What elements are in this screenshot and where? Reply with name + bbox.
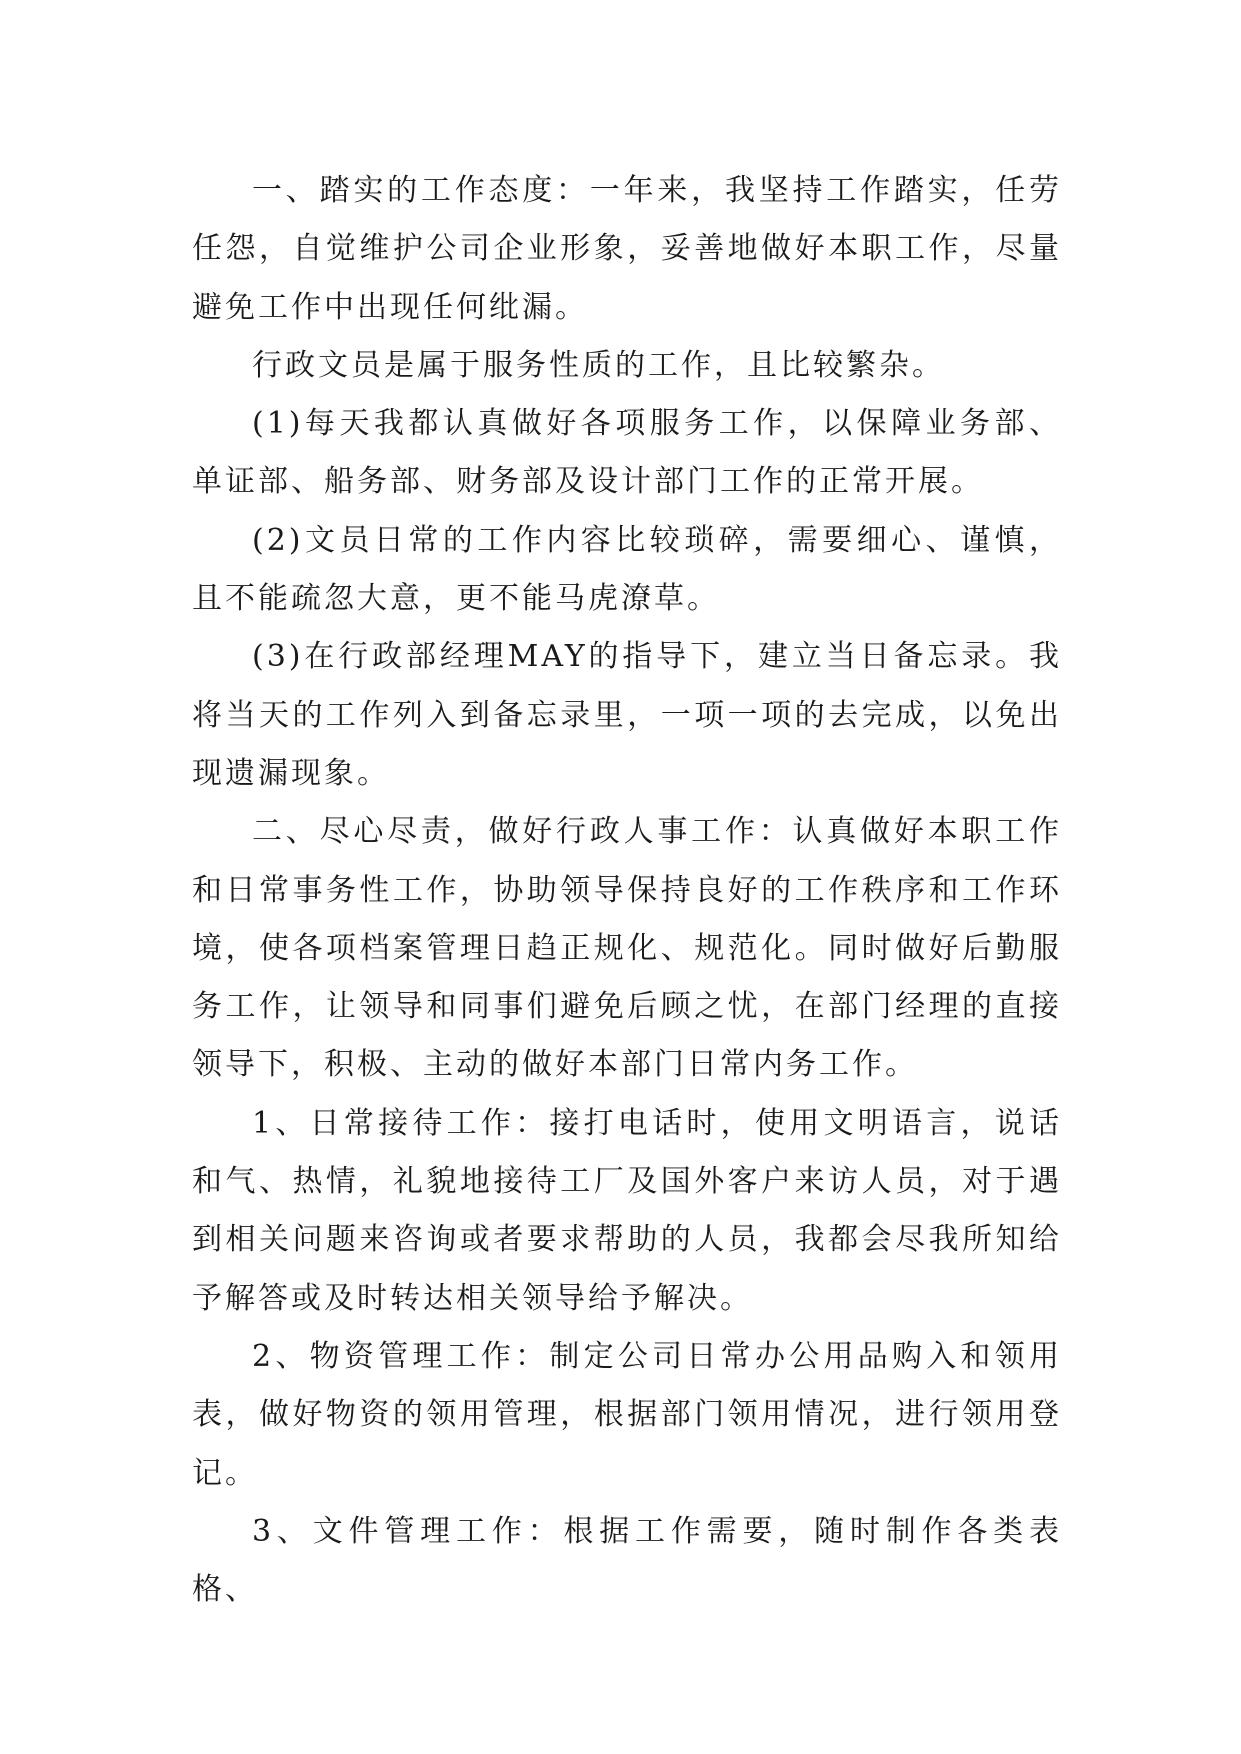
- paragraph-item-3: (3)在行政部经理MAY的指导下，建立当日备忘录。我将当天的工作列入到备忘录里，一项一项的去完成，以免出现遗漏现象。: [192, 639, 1062, 791]
- paragraph-file-management: 3、文件管理工作：根据工作需要，随时制作各类表格、: [192, 1513, 1062, 1608]
- document-body: [192, 162, 1062, 1619]
- paragraph-work-attitude: 一、踏实的工作态度：一年来，我坚持工作踏实，任劳任怨，自觉维护公司企业形象，妥善地做好本职工作，尽量避免工作中出现任何纰漏。: [192, 173, 1062, 325]
- paragraph-reception-work: 1、日常接待工作：接打电话时，使用文明语言，说话和气、热情，礼貌地接待工厂及国外客户来访人员，对于遇到相关问题来咨询或者要求帮助的人员，我都会尽我所知给予解答或及时转达相关领导给予解决。: [192, 1105, 1062, 1316]
- paragraph-section-two: 二、尽心尽责，做好行政人事工作：认真做好本职工作和日常事务性工作，协助领导保持良好的工作秩序和工作环境，使各项档案管理日趋正规化、规范化。同时做好后勤服务工作，让领导和同事们避免后顾之忧，在部门经理的直接领导下，积极、主动的做好本部门日常内务工作。: [192, 814, 1062, 1083]
- paragraph-item-2: (2)文员日常的工作内容比较琐碎，需要细心、谨慎，且不能疏忽大意，更不能马虎潦草。: [192, 522, 1062, 617]
- paragraph-item-1: (1)每天我都认真做好各项服务工作，以保障业务部、单证部、船务部、财务部及设计部门工作的正常开展。: [192, 406, 1062, 500]
- paragraph-admin-clerk-intro: 行政文员是属于服务性质的工作，且比较繁杂。: [252, 347, 945, 383]
- paragraph-materials-management: 2、物资管理工作：制定公司日常办公用品购入和领用表，做好物资的领用管理，根据部门领用情况，进行领用登记。: [192, 1338, 1062, 1491]
